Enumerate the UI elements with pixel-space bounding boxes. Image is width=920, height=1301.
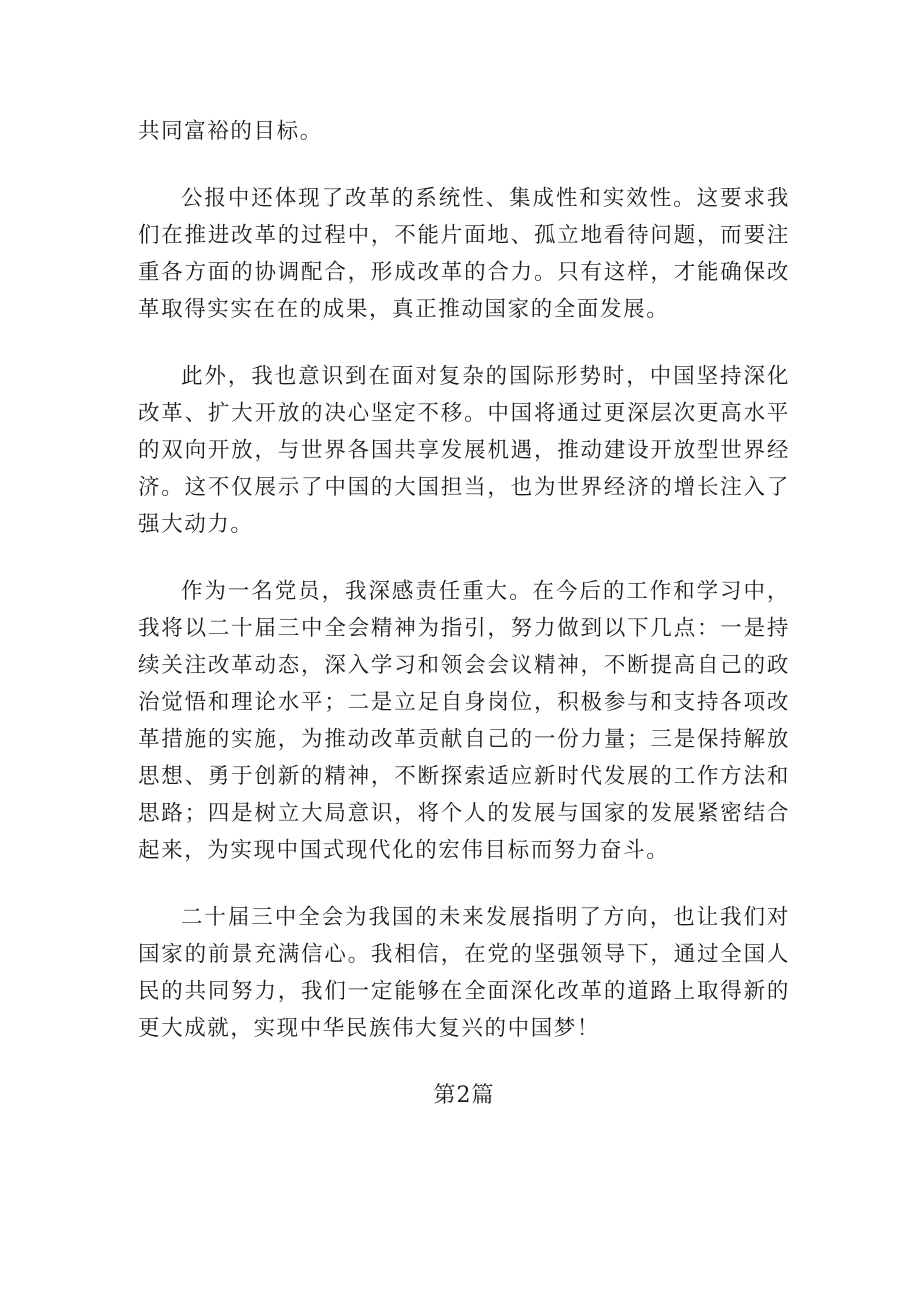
document-body xyxy=(138,113,790,1114)
paragraph-party-member-duty: 作为一名党员，我深感责任重大。在今后的工作和学习中，我将以二十届三中全会精神为指引，努力做到以下几点：一是持续关注改革动态，深入学习和领会会议精神，不断提高自己的政治觉悟和理论水平；二是立足自身岗位，积极参与和支持各项改革措施的实施，为推动改革贡献自己的一份力量；三是保持解放思想、勇于创新的精神，不断探索适应新时代发展的工作方法和思路；四是树立大局意识，将个人的发展与国家的发展紧密结合起来，为实现中国式现代化的宏伟目标而努力奋斗。 xyxy=(138,579,790,863)
section-title: 第2篇 xyxy=(433,1083,495,1108)
paragraph-conclusion: 二十届三中全会为我国的未来发展指明了方向，也让我们对国家的前景充满信心。我相信，在党的坚强领导下，通过全国人民的共同努力，我们一定能够在全面深化改革的道路上取得新的更大成就，实现中华民族伟大复兴的中国梦！ xyxy=(138,905,790,1041)
paragraph-continuation: 共同富裕的目标。 xyxy=(138,119,323,144)
paragraph-reform-systematic: 公报中还体现了改革的系统性、集成性和实效性。这要求我们在推进改革的过程中，不能片面地、孤立地看待问题，而要注重各方面的协调配合，形成改革的合力。只有这样，才能确保改革取得实实在在的成果，真正推动国家的全面发展。 xyxy=(138,186,790,322)
paragraph-opening-up: 此外，我也意识到在面对复杂的国际形势时，中国坚持深化改革、扩大开放的决心坚定不移。中国将通过更深层次更高水平的双向开放，与世界各国共享发展机遇，推动建设开放型世界经济。这不仅展示了中国的大国担当，也为世界经济的增长注入了强大动力。 xyxy=(138,364,790,537)
